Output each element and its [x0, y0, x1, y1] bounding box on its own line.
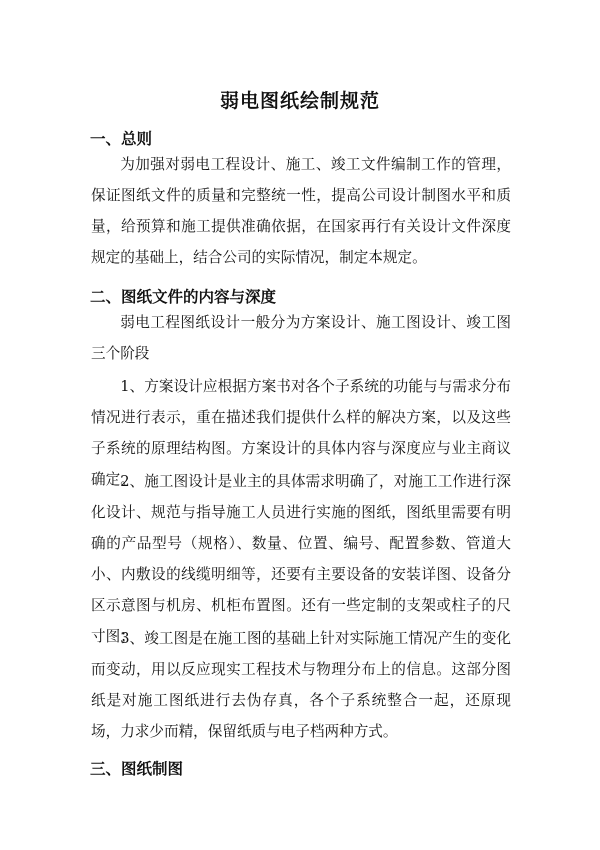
section-heading-drawing: 三、图纸制图 [90, 760, 184, 778]
paragraph-as-built-drawing: 3、竣工图是在施工图的基础上针对实际施工情况产生的变化而变动，用以反应现实工程技术与物理分布上的信息。这部分图纸是对施工图纸进行去伪存真，各个子系统整合一起，还原现场，力求少而精，保留纸质与电子档两种方式。 [91, 630, 511, 740]
paragraph-general-purpose: 为加强对弱电工程设计、施工、竣工文件编制工作的管理，保证图纸文件的质量和完整统一性，提高公司设计制图水平和质量，给预算和施工提供准确依据，在国家再行有关设计文件深度规定的基础上，结合公司的实际情况，制定本规定。 [91, 156, 511, 266]
paragraph-design-stages: 弱电工程图纸设计一般分为方案设计、施工图设计、竣工图三个阶段 [91, 314, 511, 362]
section-heading-general: 一、总则 [90, 130, 153, 148]
section-heading-content-depth: 二、图纸文件的内容与深度 [90, 288, 277, 306]
document-title: 弱电图纸绘制规范 [219, 90, 380, 112]
paragraph-scheme-design: 1、方案设计应根据方案书对各个子系统的功能与与需求分布情况进行表示，重在描述我们提供什么样的解决方案，以及这些子系统的原理结构图。方案设计的具体内容与深度应与业主商议确定。 [91, 378, 511, 488]
paragraph-construction-drawing: 2、施工图设计是业主的具体需求明确了，对施工工作进行深化设计、规范与指导施工人员进行实施的图纸，图纸里需要有明确的产品型号（规格）、数量、位置、编号、配置参数、管道大小、内敷设的线缆明细等，还要有主要设备的安装详图、设备分区示意图与机房、机柜布置图。还有一些定制的支架或柱子的尺寸图； [91, 473, 511, 645]
